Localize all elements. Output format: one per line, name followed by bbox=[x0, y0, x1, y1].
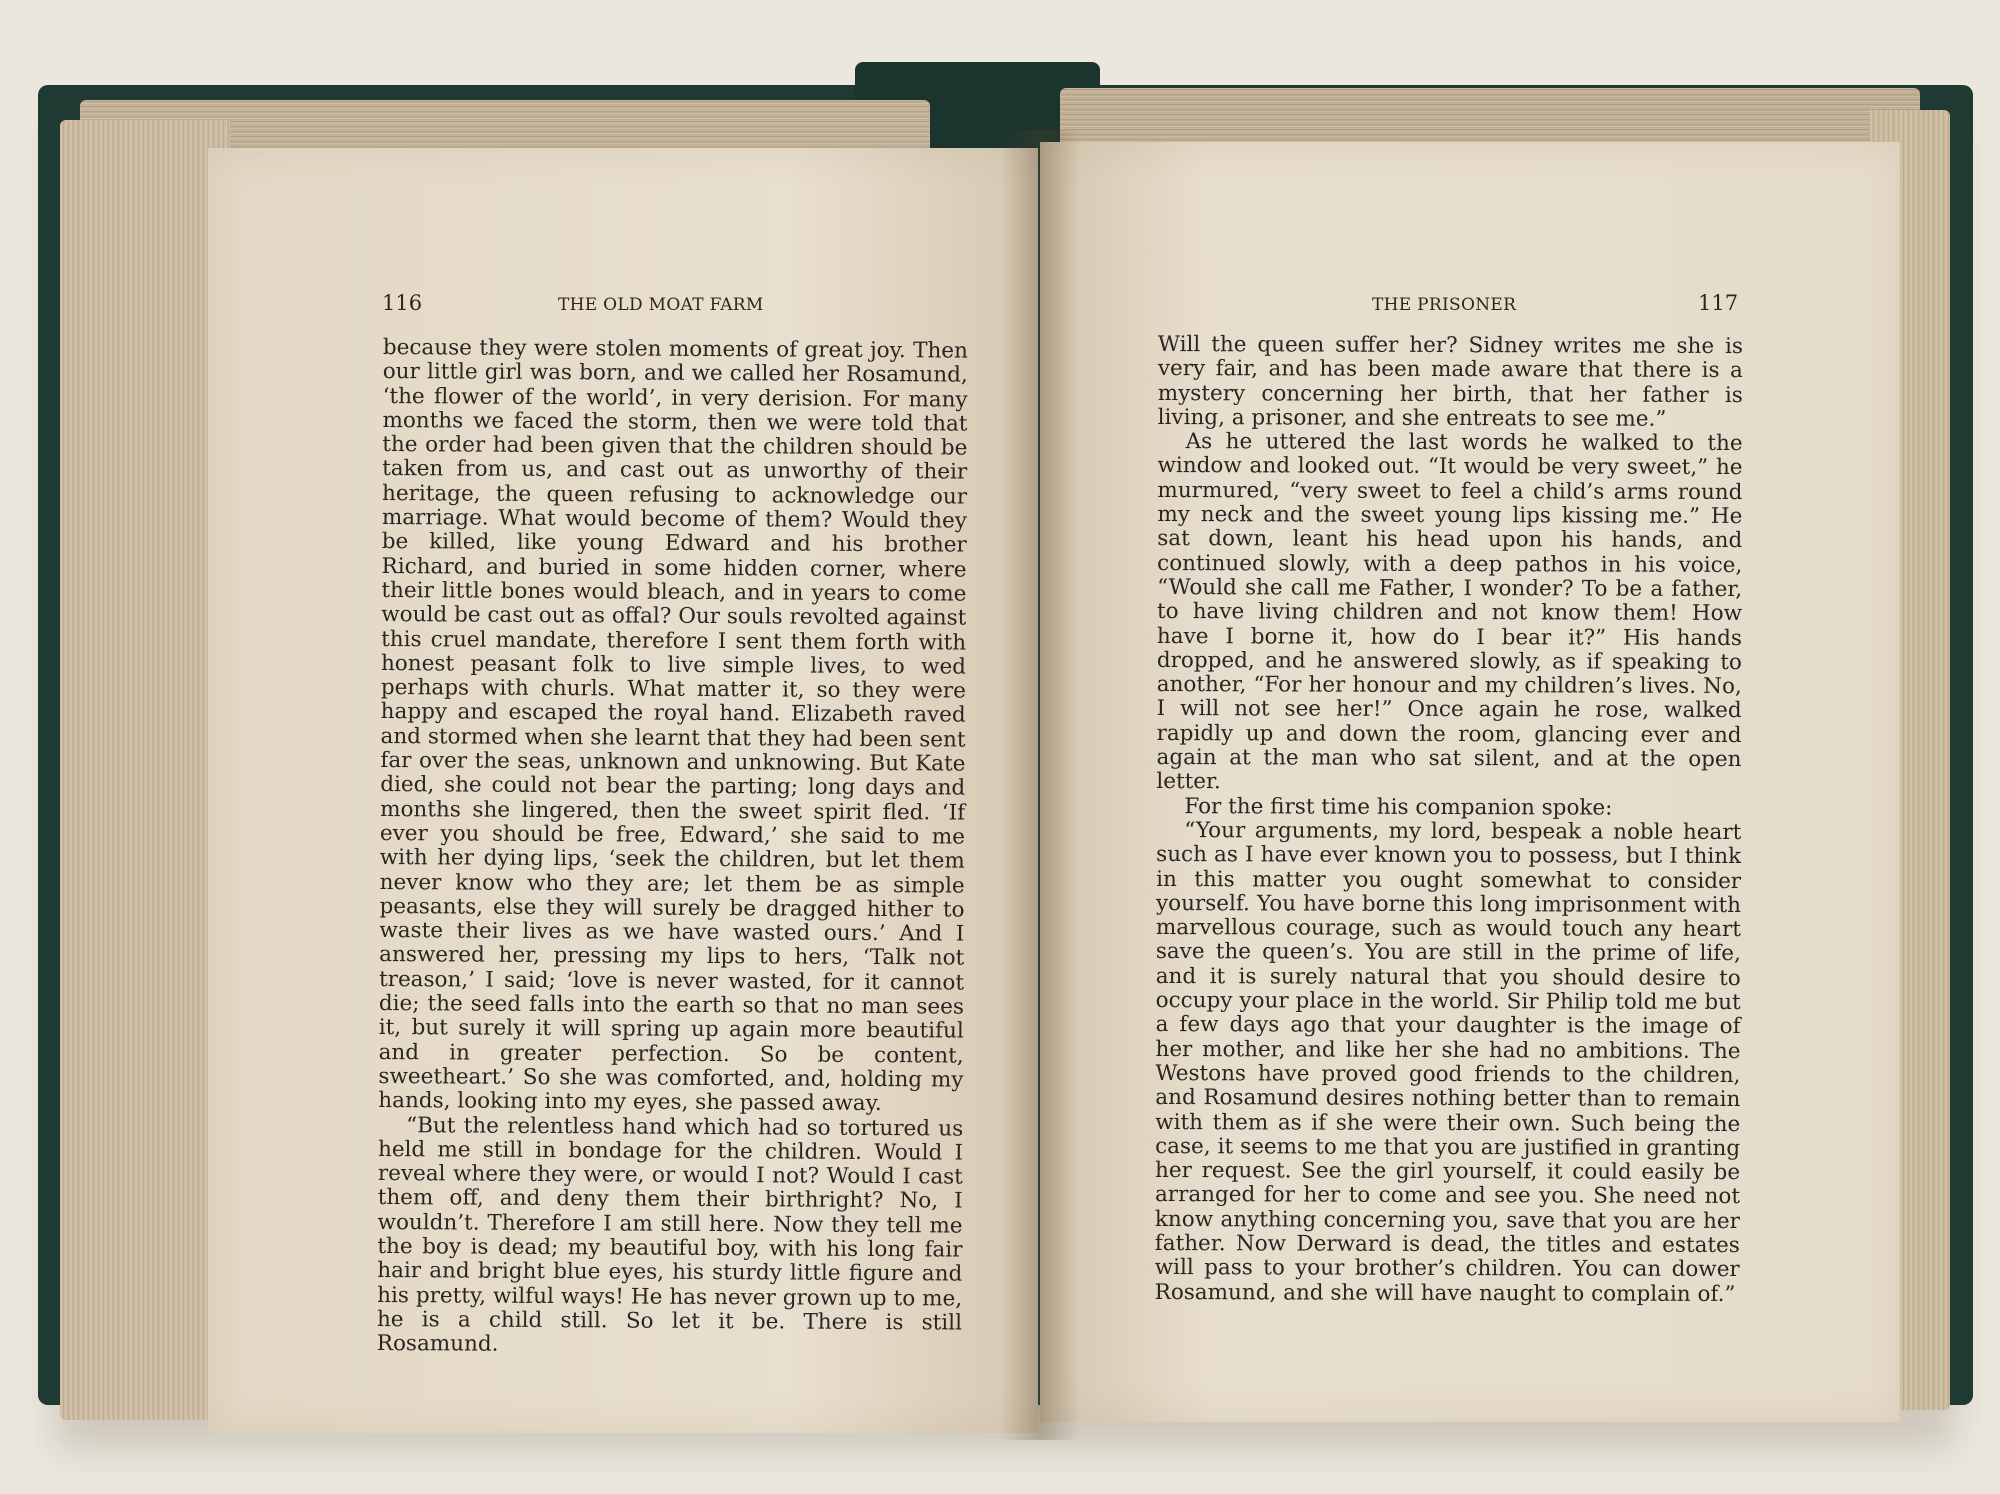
book-gutter bbox=[1000, 130, 1080, 1440]
right-running-head: THE PRISONER bbox=[1372, 295, 1517, 315]
right-page-number: 117 bbox=[1698, 291, 1739, 315]
right-paragraph-1: Will the queen suffer her? Sidney writes me she is very fair, and has been made aware that there is a mystery concerning her birth, that her father is living, a prisoner, and she entreats to see me.” bbox=[1157, 332, 1743, 432]
right-paragraph-3: For the first time his companion spoke: bbox=[1184, 793, 1613, 821]
left-running-head: THE OLD MOAT FARM bbox=[558, 295, 764, 315]
right-page-text bbox=[1155, 333, 1743, 1307]
page-edges-left bbox=[60, 120, 230, 1420]
left-paragraph-1: because they were stolen moments of great joy. Then our little girl was born, and we called her Rosamund, ‘the flower of the world’, in very derision. For many months we faced the storm, then we were told that the order had been given that the children should be taken from us, and cast out as unworthy of their heritage, the queen refusing to acknowledge our marriage. What would become of them? Would they be killed, like young Edward and his brother Richard, and buried in some hidden corner, where their little bones would bleach, and in years to come would be cast out as offal? Our souls revolted against this cruel mandate, therefore I sent them forth with honest peasant folk to live simple lives, to wed perhaps with churls. What matter it, so they were happy and escaped the royal hand. Elizabeth raved and stormed when she learnt that they had been sent far over the seas, unknown and unknowing. But Kate died, she could not bear the parting; long days and months she lingered, then the sweet spirit fled. ‘If ever you should be free, Edward,’ she said to me with her dying lips, ‘seek the children, but let them never know who they are; let them be as simple peasants, else they will surely be dragged hither to waste their lives as we have wasted ours.’ And I answered her, pressing my lips to hers, ‘Talk not treason,’ I said; ‘love is never wasted, for it cannot die; the seed falls into the earth so that no man sees it, but surely it will spring up again more beautiful and in greater perfection. So be content, sweetheart.’ So she was comforted, and, holding my hands, looking into my eyes, she passed away. bbox=[378, 335, 968, 1117]
left-page-number: 116 bbox=[382, 291, 423, 315]
page-edges-top-right bbox=[1060, 88, 1920, 148]
left-page-text bbox=[377, 336, 968, 1360]
right-paragraph-4: “Your arguments, my lord, bespeak a noble heart such as I have ever known you to possess, but I think in this matter you ought somewhat to consider yourself. You have borne this long imprisonment with marvellous courage, such as would touch any heart save the queen’s. You are still in the prime of life, and it is surely natural that you should desire to occupy your place in the world. Sir Philip told me but a few days ago that your daughter is the image of her mother, and like her she had no ambitions. The Westons have proved good friends to the children, and Rosamund desires nothing better than to remain with them as if she were their own. Such being the case, it seems to me that you are justified in granting her request. See the girl yourself, it could easily be arranged for her to come and see you. She need not know anything concerning you, save that you are her father. Now Derward is dead, the titles and estates will pass to your brother’s children. You can dower Rosamund, and she will have naught to complain of.” bbox=[1154, 818, 1742, 1307]
right-paragraph-2: As he uttered the last words he walked to the window and looked out. “It would be very sweet,” he murmured, “very sweet to feel a child’s arms round my neck and the sweet young lips kissing me.” He sat down, leant his head upon his hands, and continued slowly, with a deep pathos in his voice, “Would she call me Father, I wonder? To be a father, to have living children and not know them! How have I borne it, how do I bear it?” His hands dropped, and he answered slowly, as if speaking to another, “For her honour and my children’s lives. No, I will not see her!” Once again he rose, walked rapidly up and down the room, glancing ever and again at the man who sat silent, and at the open letter. bbox=[1156, 429, 1743, 795]
left-paragraph-2: “But the relentless hand which had so tortured us held me still in bondage for the children. Would I reveal where they were, or would I not? Would I cast them off, and deny them their birthright? No, I wouldn’t. Therefore I am still here. Now they tell me the boy is dead; my beautiful boy, with his long fair hair and bright blue eyes, his sturdy little figure and his pretty, wilful ways! He has never grown up to me, he is a child still. So let it be. There is still Rosamund. bbox=[376, 1112, 964, 1357]
